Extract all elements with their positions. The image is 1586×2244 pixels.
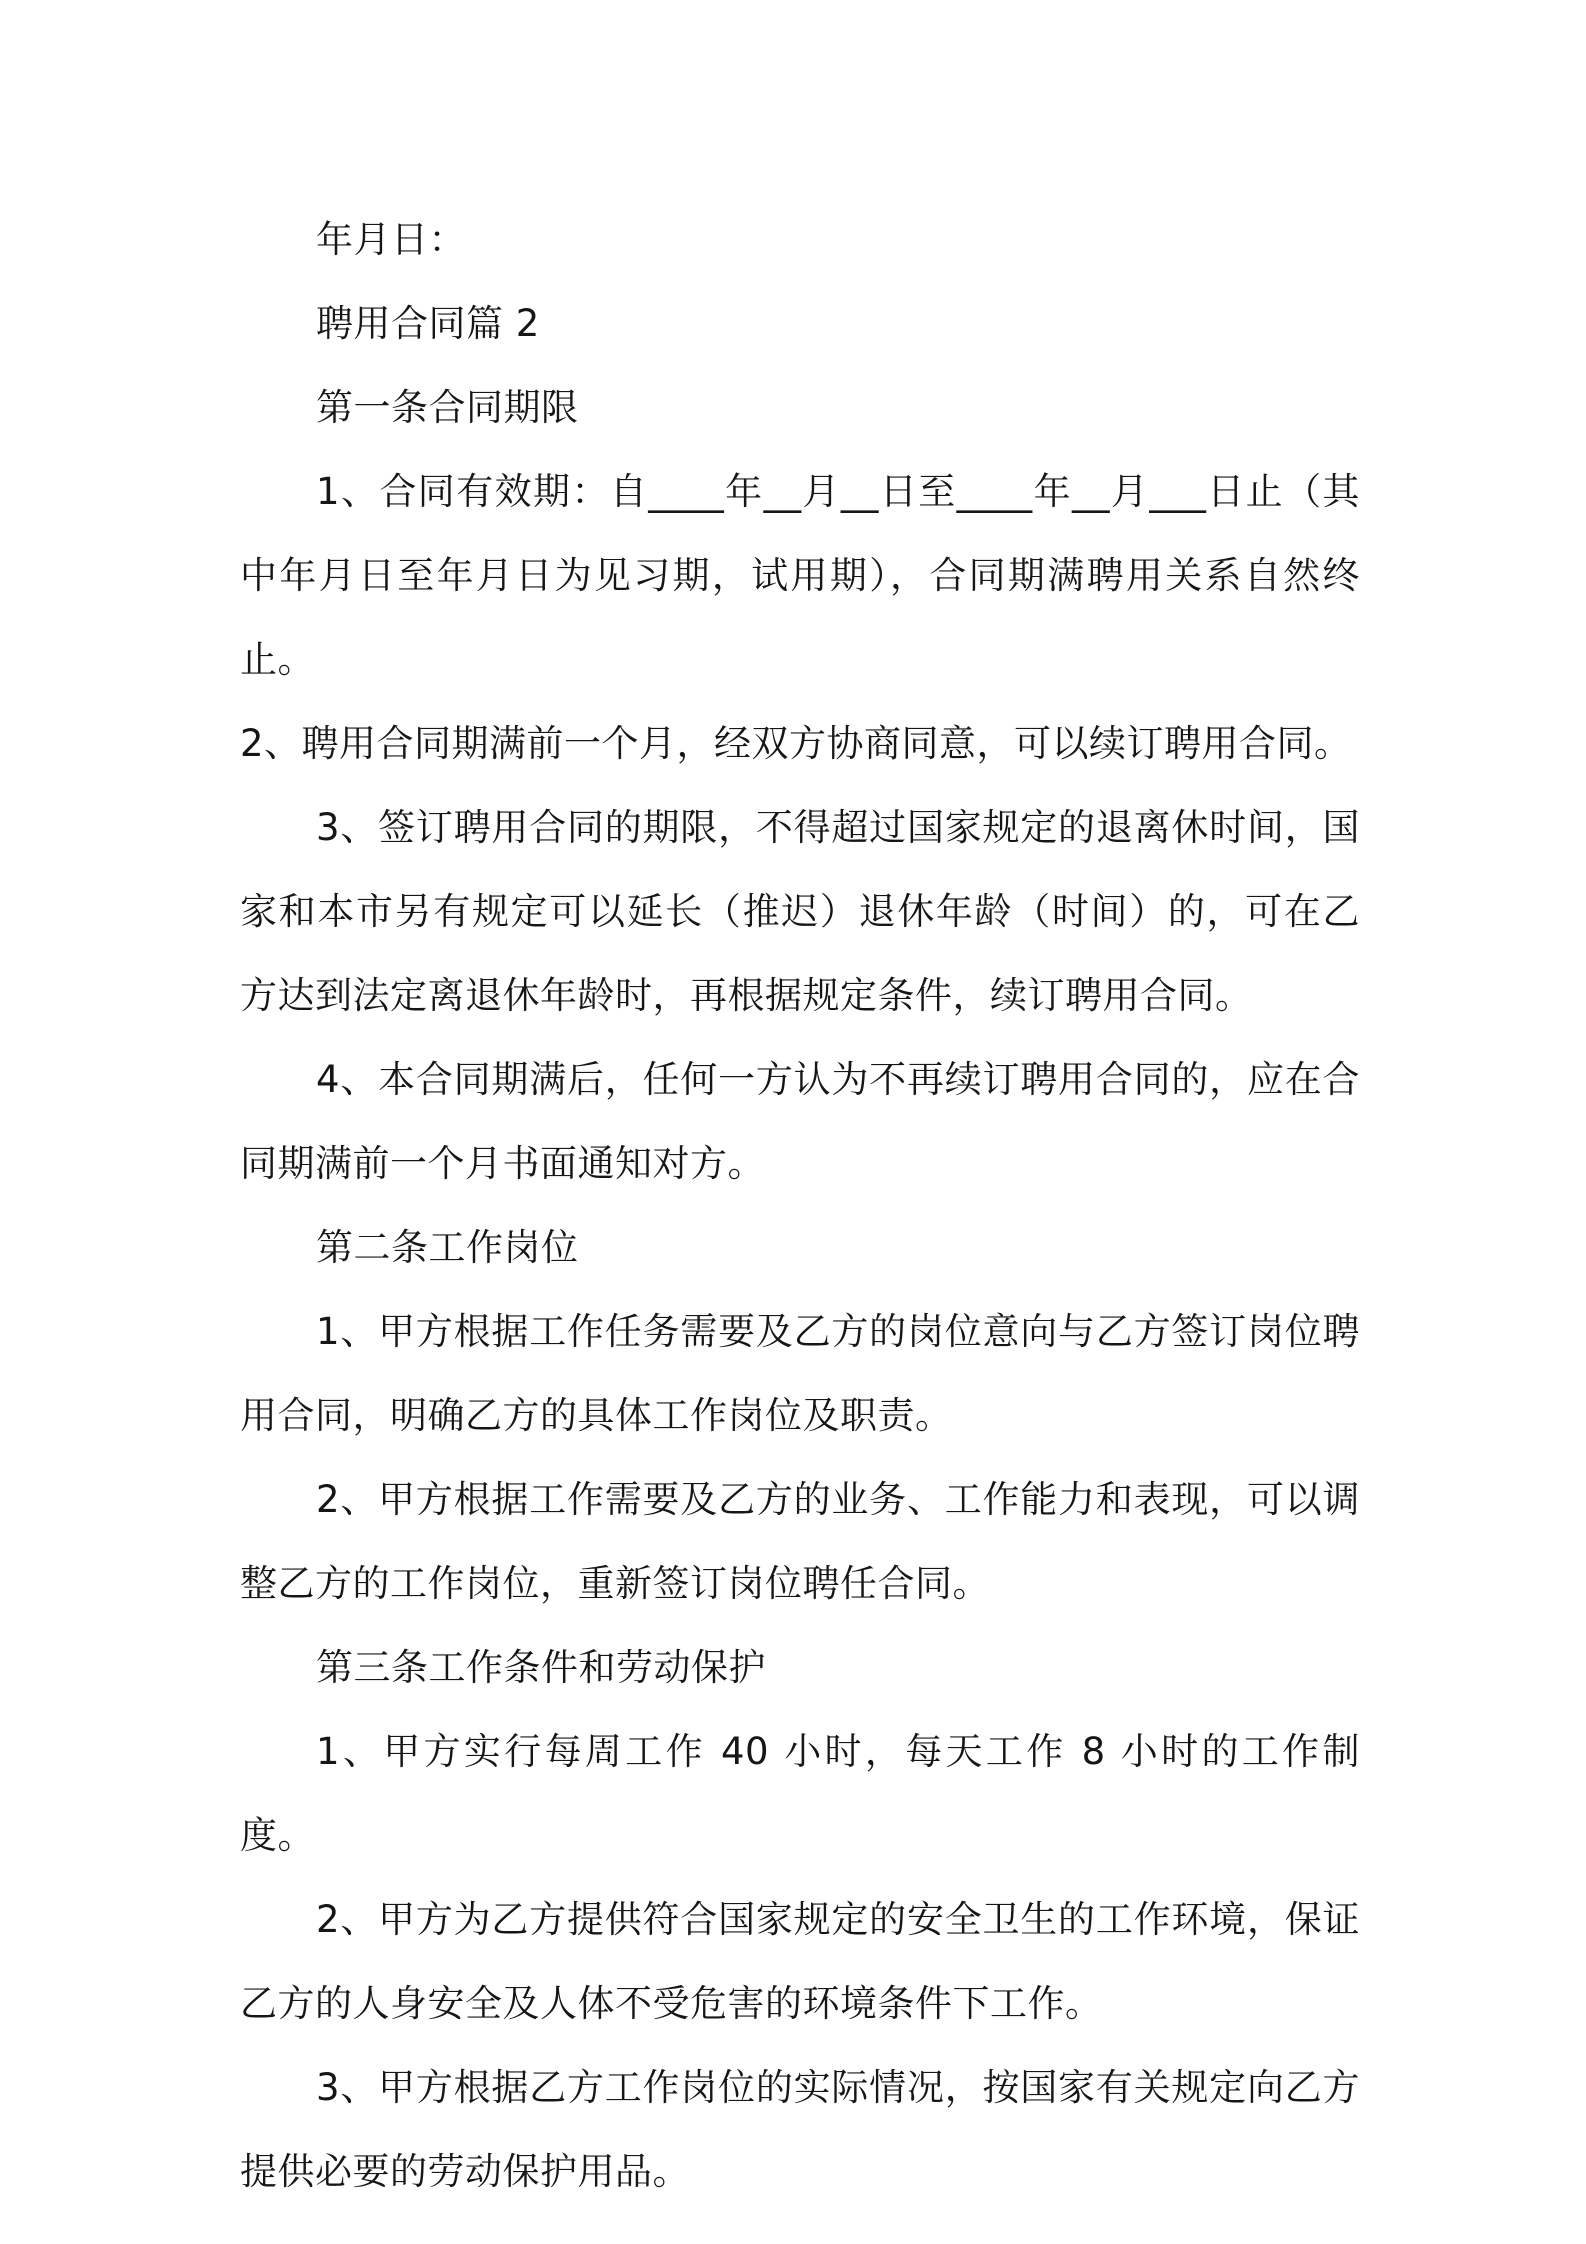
document-body bbox=[240, 198, 1360, 2214]
article-1-item-4: 4、本合同期满后，任何一方认为不再续订聘用合同的，应在合同期满前一个月书面通知对方。 bbox=[240, 1058, 1360, 1185]
article-1-item-2: 2、聘用合同期满前一个月，经双方协商同意，可以续订聘用合同。 bbox=[240, 722, 1352, 765]
article-2-heading: 第二条工作岗位 bbox=[316, 1226, 579, 1269]
article-2-item-1: 1、甲方根据工作任务需要及乙方的岗位意向与乙方签订岗位聘用合同，明确乙方的具体工作岗位及职责。 bbox=[240, 1310, 1360, 1437]
contract-title: 聘用合同篇 2 bbox=[316, 302, 540, 345]
article-3-item-3: 3、甲方根据乙方工作岗位的实际情况，按国家有关规定向乙方提供必要的劳动保护用品。 bbox=[240, 2066, 1360, 2193]
date-line: 年月日： bbox=[316, 218, 466, 261]
article-3-item-2: 2、甲方为乙方提供符合国家规定的安全卫生的工作环境，保证乙方的人身安全及人体不受危害的环境条件下工作。 bbox=[240, 1898, 1360, 2025]
article-1-item-3: 3、签订聘用合同的期限，不得超过国家规定的退离休时间，国家和本市另有规定可以延长（推迟）退休年龄（时间）的，可在乙方达到法定离退休年龄时，再根据规定条件，续订聘用合同。 bbox=[240, 806, 1360, 1017]
article-3-item-1: 1、甲方实行每周工作 40 小时，每天工作 8 小时的工作制度。 bbox=[240, 1730, 1360, 1857]
article-1-item-1: 1、合同有效期：自____年__月__日至____年__月___日止（其中年月日至年月日为见习期，试用期），合同期满聘用关系自然终止。 bbox=[240, 470, 1360, 681]
article-2-item-2: 2、甲方根据工作需要及乙方的业务、工作能力和表现，可以调整乙方的工作岗位，重新签订岗位聘任合同。 bbox=[240, 1478, 1360, 1605]
article-1-heading: 第一条合同期限 bbox=[316, 386, 579, 429]
article-3-heading: 第三条工作条件和劳动保护 bbox=[316, 1646, 766, 1689]
